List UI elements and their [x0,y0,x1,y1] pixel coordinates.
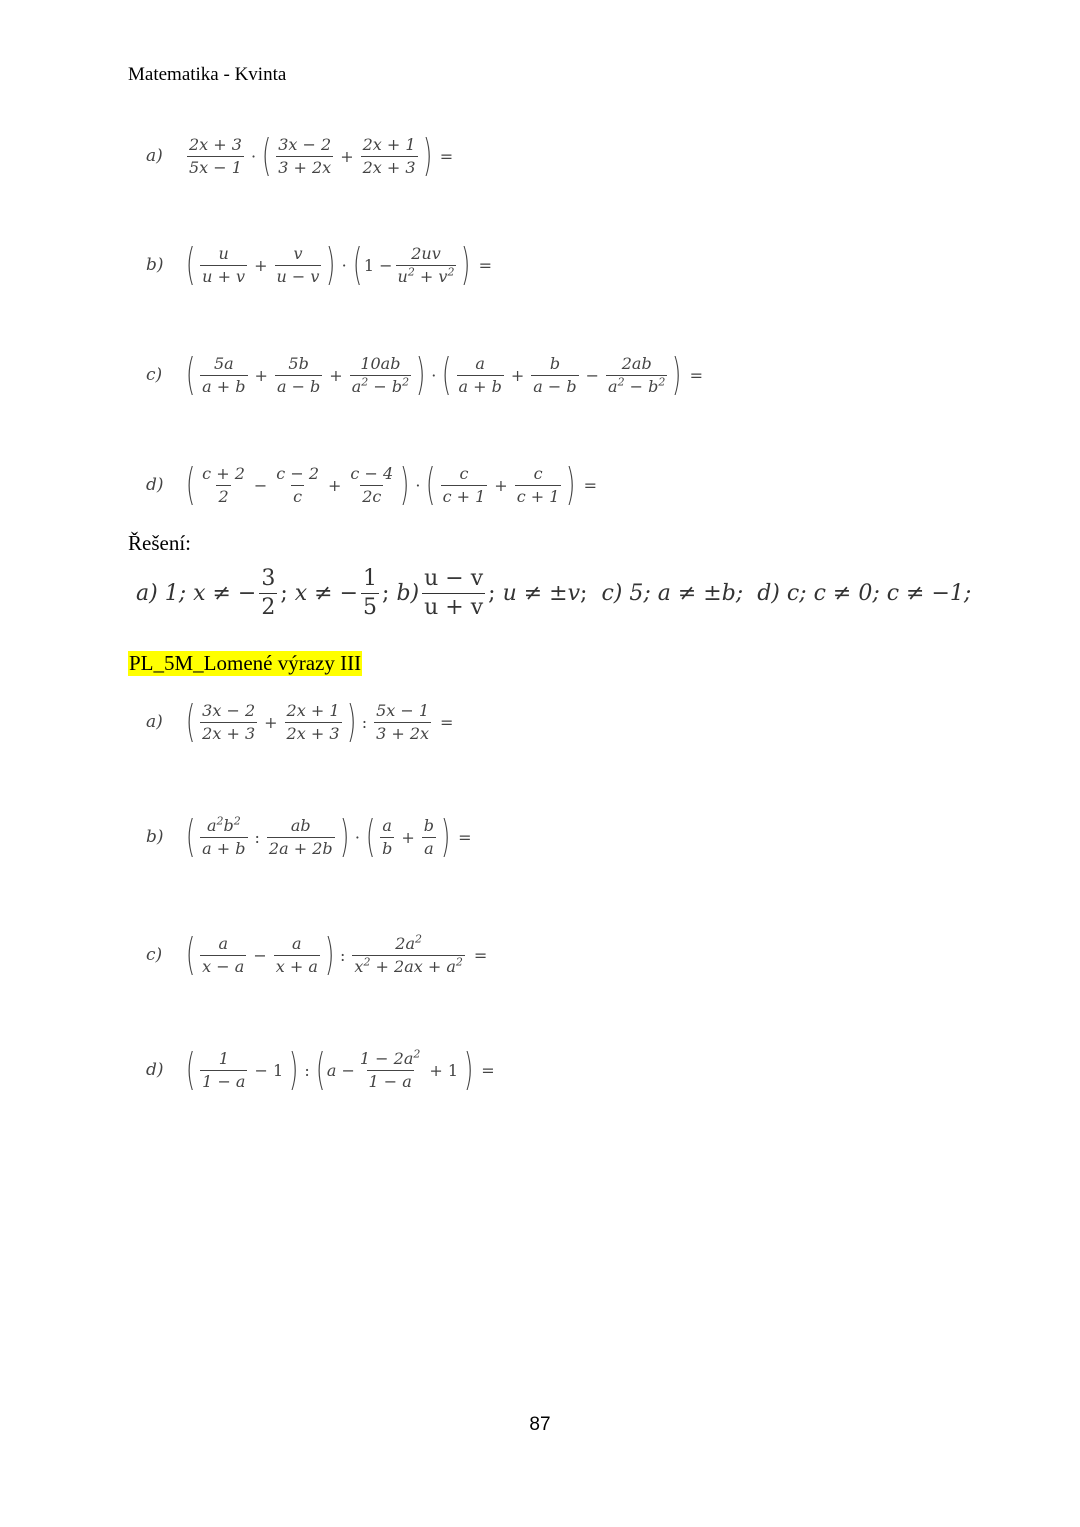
math-expression: ( $\frac{a}{x - a}$ − $\frac{a}{x + a}$ ) : $\frac{2a^2}{x^2 + 2ax + a^2}$ = [185,929,488,980]
exercise-label: b) [146,827,164,847]
math-expression: ( $\frac{c + 2}{2}$ − $\frac{c - 2}{c}$ + $\frac{c - 4}{2c}$ ) · ( $\frac{c}{c + 1}$ + $\frac{c}{c + 1}$ ) = [185,459,597,510]
exercise-label: d) [146,1060,164,1080]
exercise-label: c) [146,365,163,385]
solution-line: a) 1; x ≠ − $\frac{3}{2}$ ; x ≠ − $\frac{1}{5}$ ; b) $\frac{u - v}{u + v}$ ; u ≠ ±v; c) 5; a ≠ ±b; d) c; c ≠ 0; c ≠ −1; [136,565,972,620]
solution-c: c) 5; a ≠ ±b; [601,580,744,606]
exercise-label: c) [146,945,163,965]
exercise-label: a) [146,712,163,732]
math-expression: $\frac{2x + 3}{5x - 1}$ · ( $\frac{3x - 2}{3 + 2x}$ + $\frac{2x + 1}{2x + 3}$ ) = [189,130,454,181]
solution-a: a) 1; x ≠ − [136,580,257,606]
page-header: Matematika - Kvinta [128,64,287,85]
exercise-label: b) [146,255,164,275]
exercise-label: d) [146,475,164,495]
math-expression: ( $\frac{5a}{a + b}$ + $\frac{5b}{a - b}$ + $\frac{10ab}{a^2 - b^2}$ ) · ( $\frac{a}{a + b}$ + $\frac{b}{a - b}$ − $\frac{2ab}{a^2 - b^2}$ ) = [185,349,703,400]
solution-title: Řešení: [128,531,191,555]
page-number: 87 [529,1414,551,1435]
math-expression: ( $\frac{1}{1 - a}$ − 1 ) : ( a − $\frac{1 - 2a^2}{1 - a}$ + 1 ) = [185,1044,495,1095]
exercise-label: a) [146,146,163,166]
math-expression: ( $\frac{a^2b^2}{a + b}$ : $\frac{ab}{2a + 2b}$ ) · ( $\frac{a}{b}$ + $\frac{b}{a}$ ) = [185,811,472,862]
solution-b-label: b) [396,580,420,606]
math-expression: ( $\frac{3x - 2}{2x + 3}$ + $\frac{2x + 1}{2x + 3}$ ) : $\frac{5x - 1}{3 + 2x}$ = [185,696,454,747]
solution-d: d) c; c ≠ 0; c ≠ −1; [757,580,972,606]
math-expression: ( $\frac{u}{u + v}$ + $\frac{v}{u - v}$ ) · ( 1 − $\frac{2uv}{u^2 + v^2}$ ) = [185,239,493,290]
section-title: PL_5M_Lomené výrazy III [129,651,362,675]
